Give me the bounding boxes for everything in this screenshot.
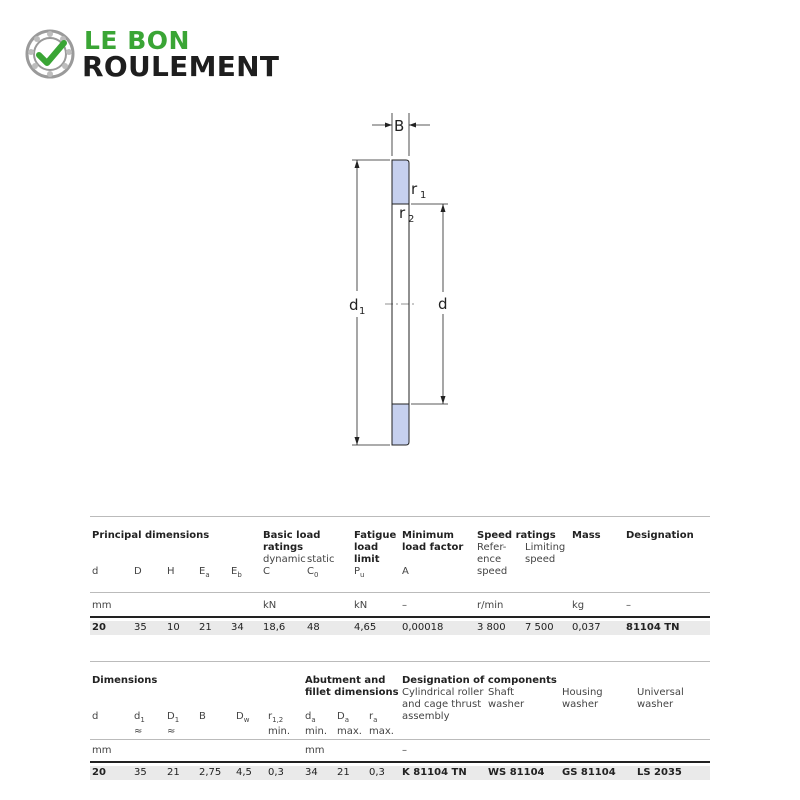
unit-kg: kg	[572, 600, 585, 611]
symbol-C: C	[263, 566, 270, 577]
value-d: 20	[92, 622, 106, 633]
table-row	[90, 766, 710, 780]
header-dimensions: Dimensions	[92, 675, 158, 686]
header-housing-washer: Housing washer	[562, 687, 603, 710]
symbol-ra: $r_a$ max.	[369, 711, 394, 737]
value-D: 35	[134, 622, 147, 633]
value-Ea: 21	[199, 622, 212, 633]
symbol-d: d	[92, 566, 99, 577]
unit-dash: –	[626, 600, 631, 611]
unit-mm: mm	[305, 745, 325, 756]
value-Pu: 4,65	[354, 622, 377, 633]
brand-line-2: ROULEMENT	[82, 50, 280, 83]
symbol-d1: $d_1$ ≈	[134, 711, 145, 737]
header-shaft-washer: Shaft washer	[488, 687, 525, 710]
value-H: 10	[167, 622, 180, 633]
value-da: 34	[305, 767, 318, 778]
header-universal-washer: Universal washer	[637, 687, 684, 710]
unit-rpm: r/min	[477, 600, 504, 611]
value-C0: 48	[307, 622, 320, 633]
unit-mm: mm	[92, 600, 112, 611]
dimension-d1	[348, 160, 390, 445]
label-b: B	[394, 117, 405, 135]
value-B: 2,75	[199, 767, 222, 778]
symbol-B: B	[199, 711, 206, 722]
brand-line-1: LE BON	[84, 26, 190, 55]
label-r1: r	[411, 180, 418, 198]
header-basic-load-ratings: Basic load ratings	[263, 530, 321, 553]
symbol-Ea: $E_a$	[199, 566, 210, 579]
value-cylindrical-roller: K 81104 TN	[402, 767, 467, 778]
unit-mm: mm	[92, 745, 112, 756]
symbol-da: $d_a$ min.	[305, 711, 328, 737]
header-limiting-speed: Limiting speed	[525, 542, 566, 565]
header-speed-ratings: Speed ratings	[477, 530, 556, 541]
value-ra: 0,3	[369, 767, 385, 778]
header-designation: Designation	[626, 530, 694, 541]
symbol-H: H	[167, 566, 175, 577]
header-cylindrical-roller: Cylindrical roller and cage thrust assembly	[402, 687, 484, 722]
label-d1: d	[349, 296, 359, 314]
unit-kn: kN	[354, 600, 368, 611]
symbol-D: D	[134, 566, 142, 577]
table-row	[90, 621, 710, 635]
symbol-C0: $C_0$	[307, 566, 319, 579]
value-r12: 0,3	[268, 767, 284, 778]
header-mass: Mass	[572, 530, 601, 541]
symbol-Pu: $P_u$	[354, 566, 365, 579]
header-reference-speed: Refer- ence speed	[477, 542, 508, 577]
label-r2-sub: 2	[408, 214, 415, 225]
symbol-Da: $D_a$ max.	[337, 711, 362, 737]
unit-kn: kN	[263, 600, 277, 611]
value-limiting-speed: 7 500	[525, 622, 554, 633]
value-reference-speed: 3 800	[477, 622, 506, 633]
value-d: 20	[92, 767, 106, 778]
header-abutment-fillet: Abutment and fillet dimensions	[305, 675, 399, 698]
header-designation-components: Designation of components	[402, 675, 557, 686]
value-Eb: 34	[231, 622, 244, 633]
label-d: d	[438, 295, 448, 313]
header-static: static	[307, 554, 335, 565]
label-d1-sub: 1	[359, 306, 366, 317]
value-designation: 81104 TN	[626, 622, 680, 633]
symbol-A: A	[402, 566, 409, 577]
value-C: 18,6	[263, 622, 286, 633]
unit-dash: –	[402, 745, 407, 756]
symbol-Dw: $D_w$	[236, 711, 250, 724]
washer-section	[385, 160, 416, 445]
value-Da: 21	[337, 767, 350, 778]
dimension-b	[372, 113, 430, 156]
bearing-check-icon	[24, 28, 76, 80]
header-minimum-load-factor: Minimum load factor	[402, 530, 464, 553]
value-housing-washer: GS 81104	[562, 767, 616, 778]
unit-dash: –	[402, 600, 407, 611]
header-fatigue-load-limit: Fatigue load limit	[354, 530, 397, 565]
label-r1-sub: 1	[420, 190, 427, 201]
brand-logo	[24, 26, 304, 86]
symbol-D1: $D_1$ ≈	[167, 711, 180, 737]
value-d1: 35	[134, 767, 147, 778]
symbol-r12: $r_{1,2}$ min.	[268, 711, 291, 737]
value-mass: 0,037	[572, 622, 601, 633]
header-principal-dimensions: Principal dimensions	[92, 530, 210, 541]
value-Dw: 4,5	[236, 767, 252, 778]
symbol-d: d	[92, 711, 99, 722]
dimension-d	[411, 204, 450, 404]
value-D1: 21	[167, 767, 180, 778]
header-dynamic: dynamic	[263, 554, 306, 565]
bearing-data-table	[90, 516, 710, 640]
bearing-washer-drawing	[330, 108, 480, 458]
component-data-table	[90, 661, 710, 785]
value-A: 0,00018	[402, 622, 444, 633]
value-universal-washer: LS 2035	[637, 767, 682, 778]
symbol-Eb: $E_b$	[231, 566, 242, 579]
value-shaft-washer: WS 81104	[488, 767, 545, 778]
label-r2: r	[399, 204, 406, 222]
